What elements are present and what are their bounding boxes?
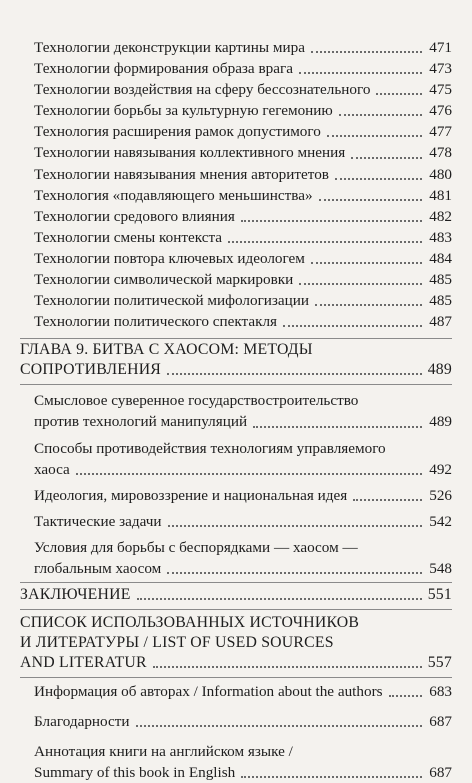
toc-entry-title: Технологии борьбы за культурную гегемонию <box>34 102 333 120</box>
leader-dots <box>136 725 422 727</box>
leader-dots <box>339 114 422 116</box>
leader-dots <box>167 373 422 375</box>
toc-entry-page: 480 <box>429 165 452 183</box>
leader-dots <box>311 262 422 264</box>
toc-entry <box>0 681 472 702</box>
leader-dots <box>335 178 422 180</box>
toc-entry-title: Идеология, мировоззрение и национальная идея <box>34 486 348 504</box>
toc-entry-title: Технологии навязывания мнения авторитетов <box>34 165 329 183</box>
toc-entry <box>0 248 472 269</box>
chapter-heading <box>0 585 472 605</box>
toc-entry-title-line: Summary of this book in English <box>34 764 236 782</box>
toc-entry-title: Тактические задачи <box>34 512 162 530</box>
chapter-title-line: ГЛАВА 9. БИТВА С ХАОСОМ: МЕТОДЫ <box>20 341 313 359</box>
toc-entry-title-line: Аннотация книги на английском языке / <box>34 743 293 761</box>
leader-dots <box>241 220 422 222</box>
chapter-title-line: СПИСОК ИСПОЛЬЗОВАННЫХ ИСТОЧНИКОВ <box>20 614 360 632</box>
toc-entry-page: 485 <box>429 271 452 289</box>
toc-entry <box>0 741 472 783</box>
leader-dots <box>376 93 422 95</box>
separator-rule <box>20 338 452 339</box>
toc-entry-page: 492 <box>429 460 452 478</box>
chapter-title-line: ЗАКЛЮЧЕНИЕ <box>20 586 131 604</box>
toc-entry <box>0 227 472 248</box>
toc-entry-page: 484 <box>429 249 452 267</box>
toc-entry-title: Технологии деконструкции картины мира <box>34 39 305 56</box>
chapter-page: 557 <box>427 654 452 672</box>
toc-entry-page: 471 <box>429 39 452 56</box>
leader-dots <box>168 525 423 527</box>
chapter-heading <box>0 613 472 673</box>
chapter-title-line: AND LITERATUR <box>20 654 147 672</box>
toc-entry-page: 473 <box>429 60 452 78</box>
toc-entry-page: 489 <box>429 413 452 431</box>
toc-entry-page: 687 <box>429 764 452 782</box>
leader-dots <box>353 499 422 501</box>
leader-dots <box>299 72 422 74</box>
toc-entry-title: Технологии символической маркировки <box>34 271 294 289</box>
leader-dots <box>253 426 422 428</box>
toc-entry-page: 485 <box>429 292 452 310</box>
toc-entry-title: Технологии политического спектакля <box>34 313 278 331</box>
leader-dots <box>299 283 422 285</box>
toc-entry-page: 526 <box>429 486 452 504</box>
chapter-title-line: СОПРОТИВЛЕНИЯ <box>20 361 162 379</box>
toc-entry-page: 687 <box>429 713 452 731</box>
toc-entry <box>0 290 472 311</box>
toc-entry <box>0 100 472 121</box>
toc-entry-title: Технологии средового влияния <box>34 207 235 225</box>
toc-entry <box>0 185 472 206</box>
toc-entry <box>0 390 472 432</box>
leader-dots <box>351 157 422 159</box>
leader-dots <box>327 135 422 137</box>
separator-rule <box>20 677 452 678</box>
toc-entry <box>0 164 472 185</box>
toc-entry-page: 481 <box>429 186 452 204</box>
toc-entry-title: Технология расширения рамок допустимого <box>34 123 321 141</box>
leader-dots <box>389 695 422 697</box>
toc-entry-page: 482 <box>429 207 452 225</box>
separator-rule <box>20 384 452 385</box>
toc-entry-title: Технология «подавляющего меньшинства» <box>34 186 313 204</box>
toc-entry-title: Благодарности <box>34 713 130 731</box>
leader-dots <box>241 776 422 778</box>
chapter-heading <box>0 340 472 380</box>
toc-entry-title-line: хаоса <box>34 460 70 478</box>
toc-entry-title-line: глобальным хаосом <box>34 559 162 577</box>
table-of-contents <box>0 37 472 783</box>
toc-entry <box>0 142 472 163</box>
toc-entry-page: 478 <box>429 144 452 162</box>
toc-entry-title-line: Смысловое суверенное государствостроительство <box>34 392 359 410</box>
leader-dots <box>137 598 422 600</box>
leader-dots <box>283 325 422 327</box>
toc-entry-title: Технологии повтора ключевых идеологем <box>34 249 305 267</box>
toc-entry-page: 542 <box>429 512 452 530</box>
toc-entry <box>0 711 472 732</box>
toc-entry-page: 483 <box>429 228 452 246</box>
toc-entry-title: Технологии политической мифологизации <box>34 292 310 310</box>
chapter-title-line: И ЛИТЕРАТУРЫ / LIST OF USED SOURCES <box>20 634 334 652</box>
leader-dots <box>319 199 422 201</box>
toc-entry-title-line: Условия для борьбы с беспорядками — хаосом — <box>34 538 358 556</box>
toc-entry-page: 475 <box>429 81 452 99</box>
separator-rule <box>20 582 452 583</box>
separator-rule <box>20 609 452 610</box>
leader-dots <box>228 241 422 243</box>
toc-entry-page: 487 <box>429 313 452 331</box>
toc-entry-title: Технологии смены контекста <box>34 228 223 246</box>
toc-entry <box>0 206 472 227</box>
toc-entry <box>0 311 472 332</box>
toc-entry <box>0 438 472 480</box>
toc-entry-page: 477 <box>429 123 452 141</box>
leader-dots <box>167 572 422 574</box>
toc-entry-page: 683 <box>429 683 452 701</box>
toc-entry <box>0 121 472 142</box>
leader-dots <box>76 473 422 475</box>
toc-entry <box>0 537 472 579</box>
toc-entry <box>0 485 472 506</box>
chapter-page: 489 <box>427 361 452 379</box>
toc-entry-title: Технологии формирования образа врага <box>34 60 293 78</box>
leader-dots <box>311 51 422 53</box>
toc-entry-page: 548 <box>429 559 452 577</box>
toc-entry <box>0 58 472 79</box>
leader-dots <box>153 666 422 668</box>
toc-entry-title-line: против технологий манипуляций <box>34 413 248 431</box>
toc-entry <box>0 511 472 532</box>
toc-entry-title-line: Способы противодействия технологиям управляемого <box>34 439 386 457</box>
toc-entry <box>0 79 472 100</box>
toc-entry <box>0 269 472 290</box>
toc-entry-title: Технологии воздействия на сферу бессознательного <box>34 81 371 99</box>
toc-entry-title: Технологии навязывания коллективного мнения <box>34 144 346 162</box>
toc-entry-page: 476 <box>429 102 452 120</box>
toc-entry <box>0 37 472 58</box>
chapter-page: 551 <box>427 586 452 604</box>
toc-entry-title: Информация об авторах / Information about the authors <box>34 683 383 701</box>
leader-dots <box>315 304 422 306</box>
